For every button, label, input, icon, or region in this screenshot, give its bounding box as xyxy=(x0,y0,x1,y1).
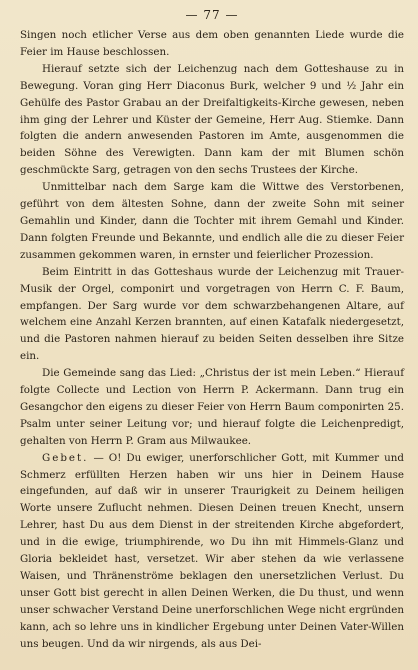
paragraph-prayer xyxy=(20,450,404,653)
page-number: — 77 — xyxy=(185,8,239,22)
paragraph-service: Die Gemeinde sang das Lied: „Christus der ist mein Leben.“ Hierauf folgte Collecte und Lection von Herrn P. Ackermann. Dann trug ein Gesangchor den eigens zu dieser Feier von Herrn Baum componirten 25. Psalm unter seiner Leitung vor; und hierauf folgte die Leichenpredigt, gehalten von Herrn P. Gram aus Milwaukee. xyxy=(20,367,404,447)
paragraph-mourners: Unmittelbar nach dem Sarge kam die Wittwe des Verstorbenen, geführt von dem ältesten Sohne, dann der zweite Sohn mit seiner Gemahlin und Kinder, dann die Tochter mit ihrem Gemahl und Kinder. Dann folgten Freunde und Bekannte, und endlich alle die zu dieser Feier zusammen gekommen waren, in ernster und feierlicher Prozession. xyxy=(20,181,404,261)
paragraph-funeral-procession: Hierauf setzte sich der Leichenzug nach dem Gotteshause zu in Bewegung. Voran ging Herr Diaconus Burk, welcher 9 und ½ Jahr ein Gehülfe des Pastor Grabau an der Dreifaltigkeits-Kirche gewesen, neben ihm ging der Lehrer und Küster der Gemeine, Herr Aug. Stiemke. Dann folgten die andern anwesenden Pastoren im Amte, ausgenommen die beiden Söhne des Verewigten. Dann kam der mit Blumen schön geschmückte Sarg, getragen von den sechs Trustees der Kirche. xyxy=(20,62,404,177)
paragraph-church-entry: Beim Eintritt in das Gotteshaus wurde der Leichenzug mit Trauer-Musik der Orgel, componirt und vorgetragen von Herrn C. F. Baum, empfangen. Der Sarg wurde vor dem schwarzbehangenen Altare, auf welchem eine Anzahl Kerzen brannten, auf einen Katafalk niedergesetzt, und die Pastoren nahmen hierauf zu beiden Seiten desselben ihre Sitze ein. xyxy=(20,265,404,363)
prayer-label: Gebet. xyxy=(42,451,89,464)
prayer-text: — O! Du ewiger, unerforschlicher Gott, mit Kummer und Schmerz erfüllten Herzen haben wir uns hier in Deinem Hause eingefunden, auf daß wir in unserer Traurigkeit zu Deinem heiligen Worte unsere Zuflucht nehmen. Diesen Deinen treuen Knecht, unsern Lehrer, hast Du aus dem Dienst in der streitenden Kirche abgefordert, und in die ewige, triumphirende, wo Du ihn mit Himmels-Glanz und Gloria bekleidet hast, versetzet. Wir aber stehen da wie verlassene Waisen, und Thränenströme beklagen den unersetzlichen Verlust. Du unser Gott bist gerecht in allen Deinen Werken, die Du thust, und wenn unser schwacher Verstand Deine unerforschlichen Wege nicht ergründen kann, ach so lehre uns in kindlicher Ergebung unter Deinen Vater-Willen uns beugen. Und da wir nirgends, als aus Dei- xyxy=(20,451,404,650)
paragraph-closing-hymn: Singen noch etlicher Verse aus dem oben genannten Liede wurde die Feier im Hause beschlossen. xyxy=(20,29,404,58)
